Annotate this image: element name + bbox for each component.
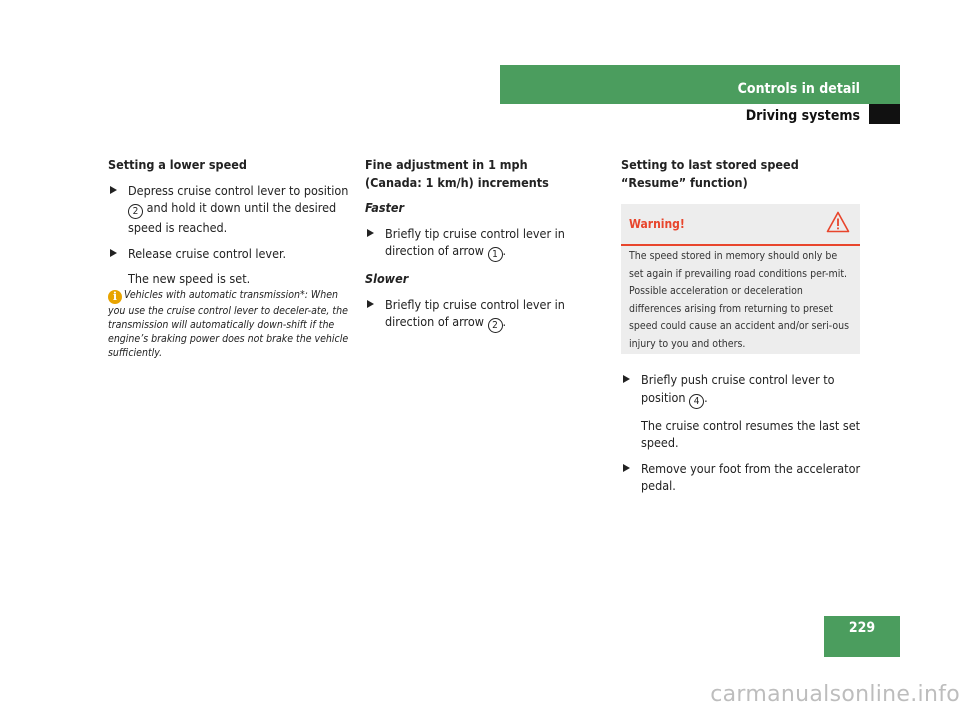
step-text-cont: and hold it down until the desired speed is reached. — [128, 200, 337, 235]
resume-steps — [621, 371, 866, 503]
header-marker — [869, 104, 900, 124]
step-text: Briefly tip cruise control lever in direction of arrow — [385, 296, 565, 329]
slower-step — [365, 296, 610, 334]
warning-box — [621, 204, 860, 354]
resume-heading — [621, 156, 866, 191]
warning-text: The speed stored in memory should only be set again if prevailing road conditions per-mit. Possible acceleration or deceleration differences arising from returning to preset speed could cause an accident and/or seri-ous injury to you and others. — [629, 250, 850, 350]
page-number: 229 — [848, 620, 876, 636]
info-icon: i — [108, 290, 122, 304]
heading-line-1: Setting to last stored speed — [621, 157, 799, 172]
heading-line-1: Fine adjustment in 1 mph — [365, 157, 528, 172]
warning-triangle-icon — [826, 211, 850, 233]
resume-step-2 — [621, 460, 866, 495]
bullet-arrow-icon — [110, 186, 117, 194]
position-number-icon: 2 — [128, 204, 143, 219]
resume-result: The cruise control resumes the last set speed. — [641, 417, 861, 450]
step-text: Release cruise control lever. — [128, 245, 287, 261]
step-text: Remove your foot from the accelerator pedal. — [641, 460, 861, 493]
bullet-arrow-icon — [110, 249, 117, 257]
column-fine-adjustment — [365, 156, 610, 341]
step-text: Briefly tip cruise control lever in direction of arrow — [385, 225, 565, 258]
info-note — [108, 288, 358, 360]
arrow-number-icon: 1 — [488, 247, 503, 262]
warning-title: Warning! — [629, 217, 685, 231]
info-note-text: Vehicles with automatic transmission*: When you use the cruise control lever to deceler-ate, the transmission will automatically down-shift if the engine’s braking power does not brake the vehicle sufficiently. — [108, 289, 349, 359]
bullet-arrow-icon — [623, 375, 630, 383]
heading-line-2: “Resume” function) — [621, 174, 748, 190]
resume-step-1 — [621, 371, 866, 409]
step-end: . — [502, 243, 507, 258]
warning-divider — [621, 244, 860, 246]
fine-adjust-heading — [365, 156, 610, 191]
column-resume — [621, 156, 866, 199]
faster-label: Faster — [365, 200, 405, 215]
step-text: Depress cruise control lever to position — [128, 182, 349, 198]
slower-label: Slower — [365, 271, 409, 286]
lower-speed-step-2 — [108, 245, 353, 263]
column-lower-speed — [108, 156, 353, 296]
lower-speed-result: The new speed is set. — [128, 271, 251, 286]
header-bar — [500, 65, 900, 104]
section-title: Controls in detail — [737, 81, 860, 97]
bullet-arrow-icon — [367, 300, 374, 308]
watermark: carmanualsonline.info — [710, 682, 960, 707]
lower-speed-step-1 — [108, 182, 353, 237]
step-end: . — [704, 389, 708, 405]
subsection-title: Driving systems — [745, 108, 860, 124]
step-end: . — [502, 314, 507, 329]
step-text: Briefly push cruise control lever to position — [641, 372, 835, 405]
bullet-arrow-icon — [623, 464, 630, 472]
lower-speed-heading: Setting a lower speed — [108, 157, 247, 172]
heading-line-2: (Canada: 1 km/h) increments — [365, 174, 549, 190]
position-number-icon: 4 — [689, 394, 704, 409]
bullet-arrow-icon — [367, 229, 374, 237]
page-number-box — [824, 616, 900, 657]
arrow-number-icon: 2 — [488, 318, 503, 333]
faster-step — [365, 225, 610, 263]
